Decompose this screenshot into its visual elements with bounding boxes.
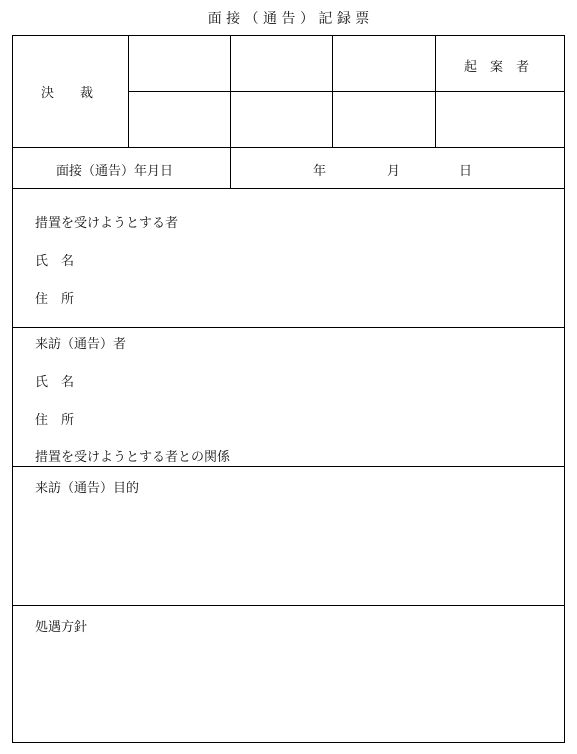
visitor-name-label: 氏 名 [35,375,75,390]
date-year-label: 年 [313,164,327,179]
subject-address-label: 住 所 [35,292,75,307]
date-month-label: 月 [387,164,401,179]
approval-box-3[interactable] [333,37,434,90]
approval-box-4[interactable] [129,92,229,146]
visitor-relation-label: 措置を受けようとする者との関係 [35,450,231,465]
visitor-address-label: 住 所 [35,413,75,428]
approval-label: 決 裁 [41,86,94,101]
subject-section[interactable] [13,189,564,326]
drafter-label: 起 案 者 [464,60,530,75]
purpose-heading: 来訪（通告）目的 [35,481,140,496]
drafter-box[interactable] [436,92,564,146]
interview-date-label: 面接（通告）年月日 [56,164,174,179]
subject-heading: 措置を受けようとする者 [35,216,179,231]
approval-box-2[interactable] [231,37,331,90]
policy-heading: 処遇方針 [35,620,88,635]
approval-box-5[interactable] [231,92,331,146]
approval-box-1[interactable] [129,37,229,90]
policy-section[interactable] [13,606,564,742]
record-form [12,35,565,743]
form-title: 面 接 （ 通 告 ） 記 録 票 [207,11,370,27]
approval-box-6[interactable] [333,92,434,146]
visitor-heading: 来訪（通告）者 [35,337,127,352]
date-day-label: 日 [459,164,473,179]
subject-name-label: 氏 名 [35,254,75,269]
